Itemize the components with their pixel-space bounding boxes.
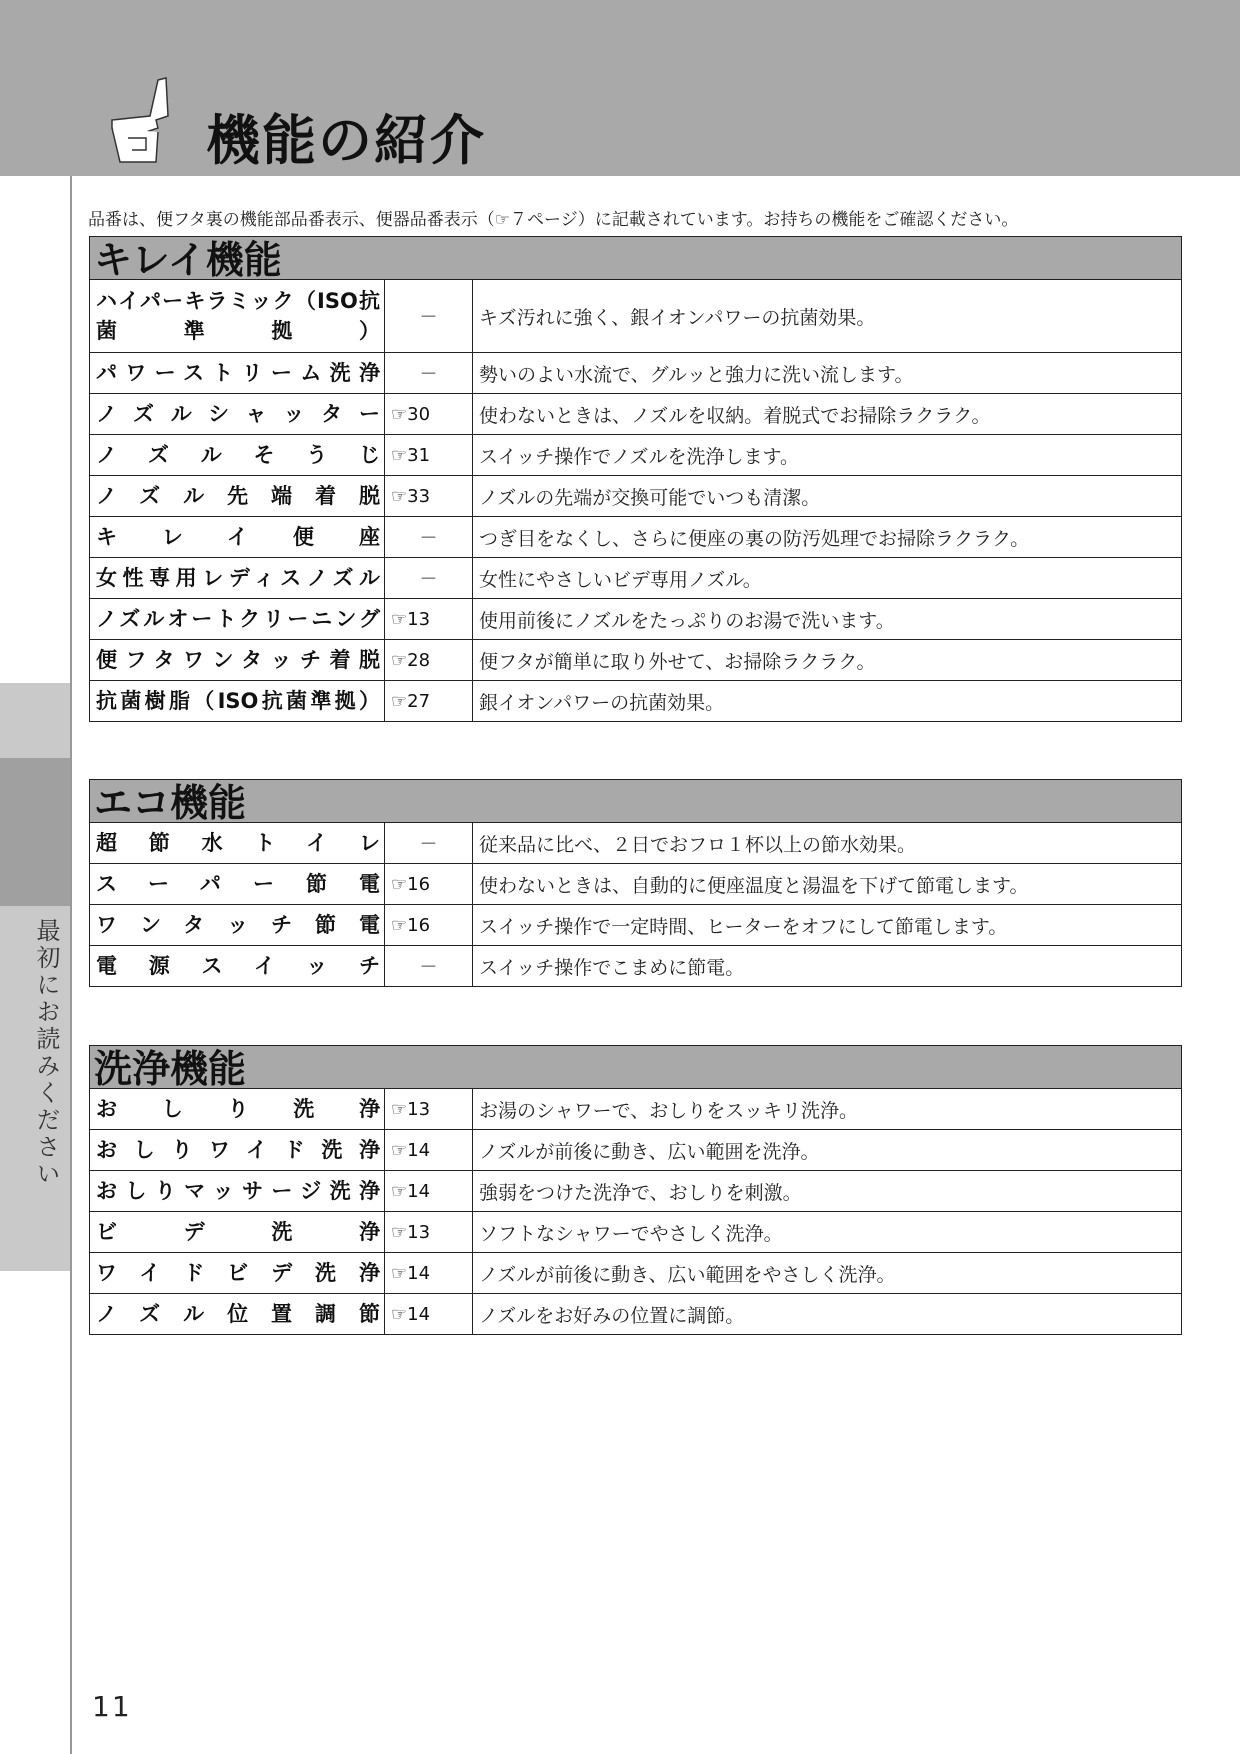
function-name: ノズルそうじ [90, 435, 385, 475]
page-ref: ☞13 [385, 1089, 473, 1129]
function-desc: 強弱をつけた洗浄で、おしりを刺激。 [479, 1181, 802, 1204]
table-row [90, 1212, 1181, 1253]
table-row [90, 1089, 1181, 1130]
section-title: 洗浄機能 [90, 1046, 1181, 1089]
side-tab-segment [0, 683, 70, 758]
page-ref: ☞13 [385, 599, 473, 639]
toilet-icon [106, 76, 178, 166]
section-title: キレイ機能 [90, 237, 1181, 280]
function-name: ノズル位置調節 [90, 1294, 385, 1334]
page-ref: － [385, 558, 473, 598]
table-row [90, 823, 1181, 864]
page-ref: ☞28 [385, 640, 473, 680]
page-ref: ☞31 [385, 435, 473, 475]
function-desc: キズ汚れに強く、銀イオンパワーの抗菌効果。 [479, 306, 876, 329]
table-row [90, 1130, 1181, 1171]
function-name: ノズル先端着脱 [90, 476, 385, 516]
function-name: おしりワイド洗浄 [90, 1130, 385, 1170]
function-name: ワイドビデ洗浄 [90, 1253, 385, 1293]
function-name: ハイパーキラミック（ISO抗菌準拠） [90, 280, 385, 352]
function-desc: ノズルが前後に動き、広い範囲を洗浄。 [479, 1140, 820, 1163]
function-name: 抗菌樹脂（ISO抗菌準拠） [90, 681, 385, 721]
function-desc: 勢いのよい水流で、グルッと強力に洗い流します。 [479, 363, 914, 386]
table-row [90, 435, 1181, 476]
function-name: 電源スイッチ [90, 946, 385, 986]
page-ref: ☞13 [385, 1212, 473, 1252]
table-row [90, 946, 1181, 986]
table-row [90, 905, 1181, 946]
table-row [90, 517, 1181, 558]
table-row [90, 1294, 1181, 1334]
function-desc: 使わないときは、自動的に便座温度と湯温を下げて節電します。 [479, 874, 1029, 897]
function-desc: スイッチ操作で一定時間、ヒーターをオフにして節電します。 [479, 915, 1008, 938]
page-ref: － [385, 353, 473, 393]
table-row [90, 1253, 1181, 1294]
left-margin-rule [70, 176, 72, 1754]
table-row [90, 353, 1181, 394]
page-ref: ☞14 [385, 1253, 473, 1293]
section-title: エコ機能 [90, 780, 1181, 823]
table-row [90, 476, 1181, 517]
section-senjo [89, 1045, 1182, 1335]
function-name: キレイ便座 [90, 517, 385, 557]
function-name: ビデ洗浄 [90, 1212, 385, 1252]
page-ref: ☞33 [385, 476, 473, 516]
page-ref: － [385, 517, 473, 557]
side-tab-segment-active [0, 758, 70, 906]
header-band [0, 0, 1240, 176]
function-desc: お湯のシャワーで、おしりをスッキリ洗浄。 [479, 1099, 859, 1122]
function-name: 便フタワンタッチ着脱 [90, 640, 385, 680]
table-row [90, 681, 1181, 721]
function-desc: ノズルが前後に動き、広い範囲をやさしく洗浄。 [479, 1263, 896, 1286]
function-desc: つぎ目をなくし、さらに便座の裏の防汚処理でお掃除ラクラク。 [479, 527, 1030, 550]
function-desc: ノズルをお好みの位置に調節。 [479, 1304, 745, 1327]
function-desc: スイッチ操作でこまめに節電。 [479, 956, 745, 979]
table-row [90, 1171, 1181, 1212]
page-ref: ☞27 [385, 681, 473, 721]
function-desc: ソフトなシャワーでやさしく洗浄。 [479, 1222, 783, 1245]
page-ref: ☞14 [385, 1294, 473, 1334]
page-ref: － [385, 823, 473, 863]
page-number: 11 [92, 1690, 132, 1723]
intro-text: 品番は、便フタ裏の機能部品番表示、便器品番表示（☞７ページ）に記載されています。お持ちの機能をご確認ください。 [88, 210, 1019, 230]
function-desc: 便フタが簡単に取り外せて、お掃除ラクラク。 [479, 650, 876, 673]
page-ref: ☞14 [385, 1130, 473, 1170]
function-desc: ノズルの先端が交換可能でいつも清潔。 [479, 486, 821, 509]
function-name: ノズルシャッター [90, 394, 385, 434]
table-row [90, 280, 1181, 353]
function-name: ノズルオートクリーニング [90, 599, 385, 639]
table-row [90, 640, 1181, 681]
function-desc: 使わないときは、ノズルを収納。着脱式でお掃除ラクラク。 [479, 404, 991, 427]
function-desc: 使用前後にノズルをたっぷりのお湯で洗います。 [479, 609, 895, 632]
page-ref: ☞30 [385, 394, 473, 434]
table-row [90, 558, 1181, 599]
function-desc: 従来品に比べ、２日でおフロ１杯以上の節水効果。 [479, 833, 917, 856]
function-desc: 銀イオンパワーの抗菌効果。 [479, 691, 725, 714]
function-desc: スイッチ操作でノズルを洗浄します。 [479, 445, 799, 468]
page-ref: － [385, 946, 473, 986]
section-kirei [89, 236, 1182, 722]
table-row [90, 394, 1181, 435]
section-eco [89, 779, 1182, 987]
page-ref: － [385, 280, 473, 352]
function-name: おしりマッサージ洗浄 [90, 1171, 385, 1211]
page-ref: ☞14 [385, 1171, 473, 1211]
table-row [90, 599, 1181, 640]
function-name: おしり洗浄 [90, 1089, 385, 1129]
page-ref: ☞16 [385, 905, 473, 945]
table-row [90, 864, 1181, 905]
function-desc: 女性にやさしいビデ専用ノズル。 [479, 568, 762, 591]
side-tab-label: 最初にお読みください [32, 918, 60, 1188]
page-title: 機能の紹介 [206, 109, 486, 172]
function-name: パワーストリーム洗浄 [90, 353, 385, 393]
page-ref: ☞16 [385, 864, 473, 904]
function-name: 超節水トイレ [90, 823, 385, 863]
function-name: 女性専用レディスノズル [90, 558, 385, 598]
function-name: ワンタッチ節電 [90, 905, 385, 945]
function-name: スーパー節電 [90, 864, 385, 904]
